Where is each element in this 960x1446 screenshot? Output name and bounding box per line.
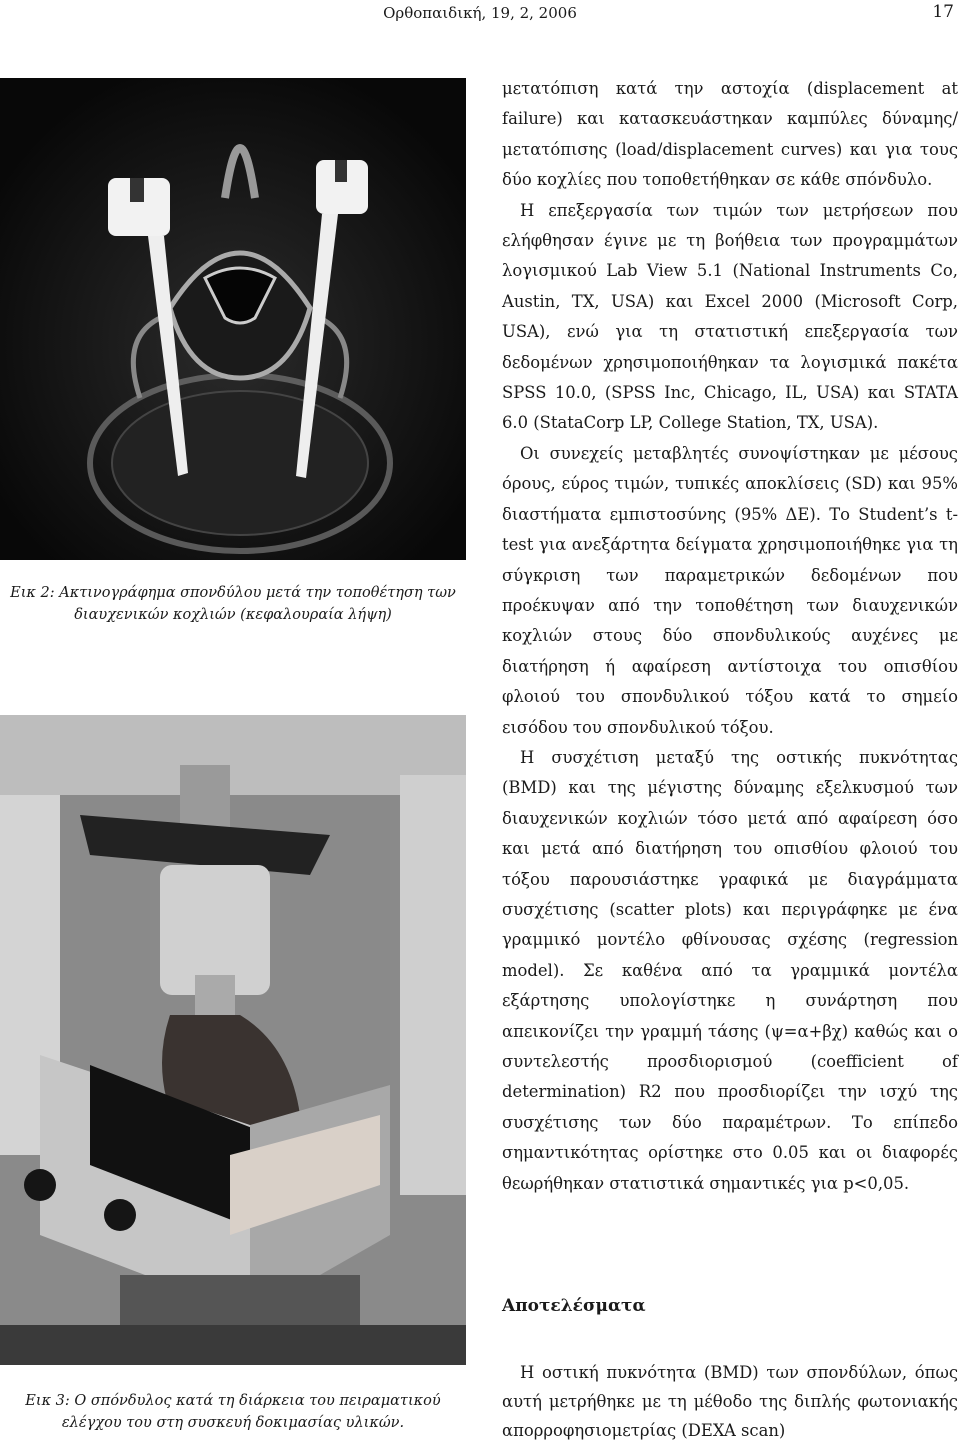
page-number: 17 bbox=[932, 2, 954, 22]
results-paragraph: Η οστική πυκνότητα (BMD) των σπονδύλων, όπως αυτή μετρήθηκε με τη μέθοδο της διπλής φωτονιακής απορροφησιομετρίας (DEXA scan) bbox=[502, 1363, 958, 1440]
section-title-results: Αποτελέσματα bbox=[502, 1296, 646, 1316]
figure-3-photo bbox=[0, 715, 466, 1365]
figure-3-caption: Εικ 3: Ο σπόνδυλος κατά τη διάρκεια του πειραματικού ελέγχου του στη συσκευή δοκιμασίας υλικών. bbox=[25, 1393, 441, 1431]
body-paragraph: Η επεξεργασία των τιμών των μετρήσεων που ελήφθησαν έγινε με τη βοήθεια των προγραμμάτων λογισμικού Lab View 5.1 (National Instruments Co, Austin, TX, USA) και Excel 2000 (Microsoft Corp, USA), ενώ για τη στατιστική επεξεργασία των δεδομένων χρησιμοποιήθηκαν τα λογισμικά πακέτα SPSS 10.0, (SPSS Inc, Chicago, IL, USA) και STATA 6.0 (StataCorp LP, College Station, TX, USA). bbox=[502, 200, 958, 433]
testing-machine-illustration bbox=[0, 715, 466, 1365]
body-text-column bbox=[502, 74, 958, 1199]
journal-citation: Ορθοπαιδική, 19, 2, 2006 bbox=[383, 4, 577, 22]
body-paragraph: μετατόπιση κατά την αστοχία (displacement at failure) και κατασκευάστηκαν καμπύλες δύναμης/μετατόπισης (load/displacement curves) και για τους δύο κοχλίες που τοποθετήθηκαν σε κάθε σπόνδυλο. bbox=[502, 79, 958, 190]
body-paragraph: Οι συνεχείς μεταβλητές συνοψίστηκαν με μέσους όρους, εύρος τιμών, τυπικές αποκλίσεις (SD) και 95% διαστήματα εμπιστοσύνης (95% ΔΕ). Το Student’s t-test για ανεξάρτητα δείγματα χρησιμοποιήθηκε για τη σύγκριση των παραμετρικών δεδομένων που προέκυψαν από την τοποθέτηση των διαυχενικών κοχλιών στους δύο σπονδυλικούς αυχένες με διατήρηση ή αφαίρεση αντίστοιχα του οπισθίου φλοιού του σπονδυλικού τόξου κατά το σημείο εισόδου του σπονδυλικού τόξου. bbox=[502, 443, 958, 737]
page-header bbox=[0, 0, 960, 30]
xray-illustration bbox=[0, 78, 466, 560]
body-paragraph: Η συσχέτιση μεταξύ της οστικής πυκνότητας (BMD) και της μέγιστης δύναμης εξελκυσμού των διαυχενικών κοχλιών τόσο μετά από αφαίρεση όσο και μετά από διατήρηση του οπισθίου φλοιού του τόξου παρουσιάστηκε γραφικά με διαγράμματα συσχέτισης (scatter plots) και περιγράφηκε με ένα γραμμικό μοντέλο φθίνουσας σχέσης (regression model). Σε καθένα από τα γραμμικά μοντέλα εξάρτησης υπολογίστηκε η συνάρτηση που απεικονίζει την γραμμή τάσης (ψ=α+βχ) καθώς και ο συντελεστής προσδιορισμού (coefficient of determination) R2 που προσδιορίζει την ισχύ της συσχέτισης των δύο παραμέτρων. Το επίπεδο σημαντικότητας ορίστηκε στο 0.05 και οι διαφορές θεωρήθηκαν στατιστικά σημαντικές για p<0,05. bbox=[502, 747, 958, 1193]
results-text bbox=[502, 1358, 958, 1445]
figure-2-caption: Εικ 2: Ακτινογράφημα σπονδύλου μετά την τοποθέτηση των διαυχενικών κοχλιών (κεφαλουραία λήψη) bbox=[10, 585, 456, 623]
figure-2-xray-image bbox=[0, 78, 466, 560]
